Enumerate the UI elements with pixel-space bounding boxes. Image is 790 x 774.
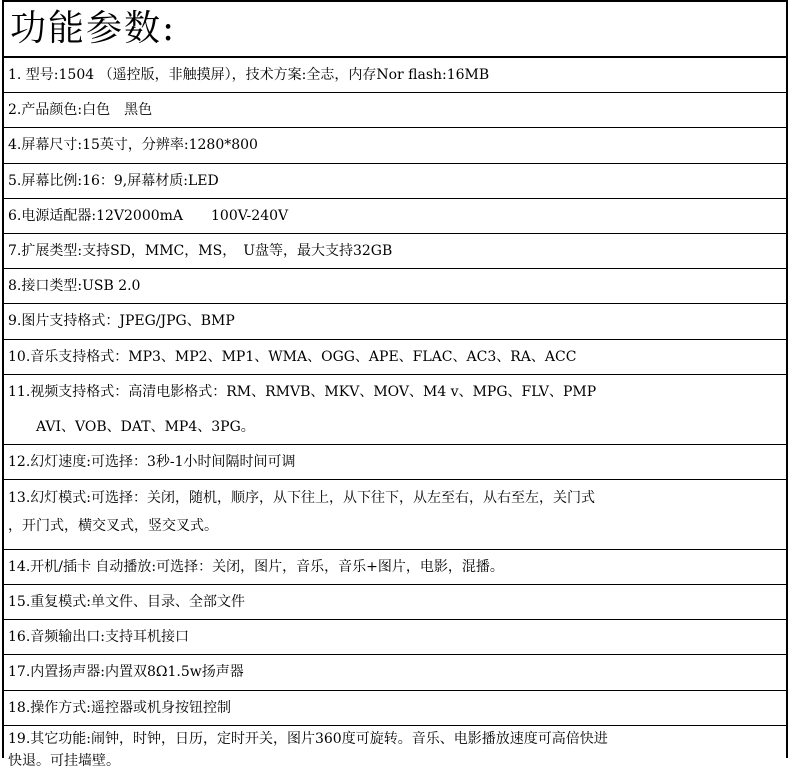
spec-text: 1. 型号:1504 （遥控版，非触摸屏），技术方案:全志，内存Nor flash:16MB [8,67,490,83]
spec-text: 6.电源适配器:12V2000mA 100V-240V [8,207,289,224]
spec-row-video [4,375,786,445]
spec-table [2,0,788,769]
spec-row [4,445,786,480]
spec-text: 8.接口类型:USB 2.0 [8,278,141,295]
spec-row [4,128,786,163]
spec-text-continued: AVI、VOB、DAT、MP4、3PG。 [36,418,255,435]
spec-row [4,585,786,620]
spec-row [4,550,786,585]
spec-row-other [4,726,786,774]
spec-text: 10.音乐支持格式：MP3、MP2、MP1、WMA、OGG、APE、FLAC、AC3、RA、ACC [8,348,577,365]
spec-row [4,304,786,339]
spec-text: 2.产品颜色:白色 黑色 [8,102,153,119]
spec-text: 16.音频输出口:支持耳机接口 [8,629,189,646]
spec-row [4,199,786,234]
spec-text: 15.重复模式:单文件、目录、全部文件 [8,594,245,611]
spec-row [4,691,786,726]
spec-text: 4.屏幕尺寸:15英寸，分辨率:1280*800 [8,137,258,154]
spec-row [4,620,786,655]
spec-text: 17.内置扬声器:内置双8Ω1.5w扬声器 [8,664,244,681]
spec-text: 7.扩展类型:支持SD，MMC，MS， U盘等，最大支持32GB [8,242,393,259]
spec-text: 5.屏幕比例:16：9,屏幕材质:LED [8,172,219,189]
spec-text: 9.图片支持格式：JPEG/JPG、BMP [8,313,235,330]
spec-row [4,58,786,93]
spec-text: 13.幻灯模式:可选择：关闭，随机，顺序，从下往上，从下往下，从左至右，从右至左，关门式 [8,489,595,506]
spec-row-slideshow [4,480,786,550]
spec-row [4,164,786,199]
spec-title: 功能参数: [4,0,786,58]
spec-row [4,655,786,690]
spec-text: 14.开机/插卡 自动播放:可选择：关闭，图片，音乐，音乐+图片，电影，混播。 [8,558,504,575]
spec-row [4,234,786,269]
spec-text: 19.其它功能:闹钟，时钟，日历，定时开关，图片360度可旋转。音乐、电影播放速度可高倍快进 [8,730,608,747]
spec-text: 11.视频支持格式：高清电影格式：RM、RMVB、MKV、MOV、M4 v、MPG、FLV、PMP [8,383,597,400]
spec-row [4,93,786,128]
spec-text: 18.操作方式:遥控器或机身按钮控制 [8,699,231,716]
spec-text-continued: 快退。可挂墙壁。 [8,752,120,769]
spec-row [4,340,786,375]
spec-text-continued: ，开门式，横交叉式，竖交叉式。 [8,517,218,534]
spec-row [4,269,786,304]
spec-text: 12.幻灯速度:可选择：3秒-1小时间隔时间可调 [8,453,296,470]
